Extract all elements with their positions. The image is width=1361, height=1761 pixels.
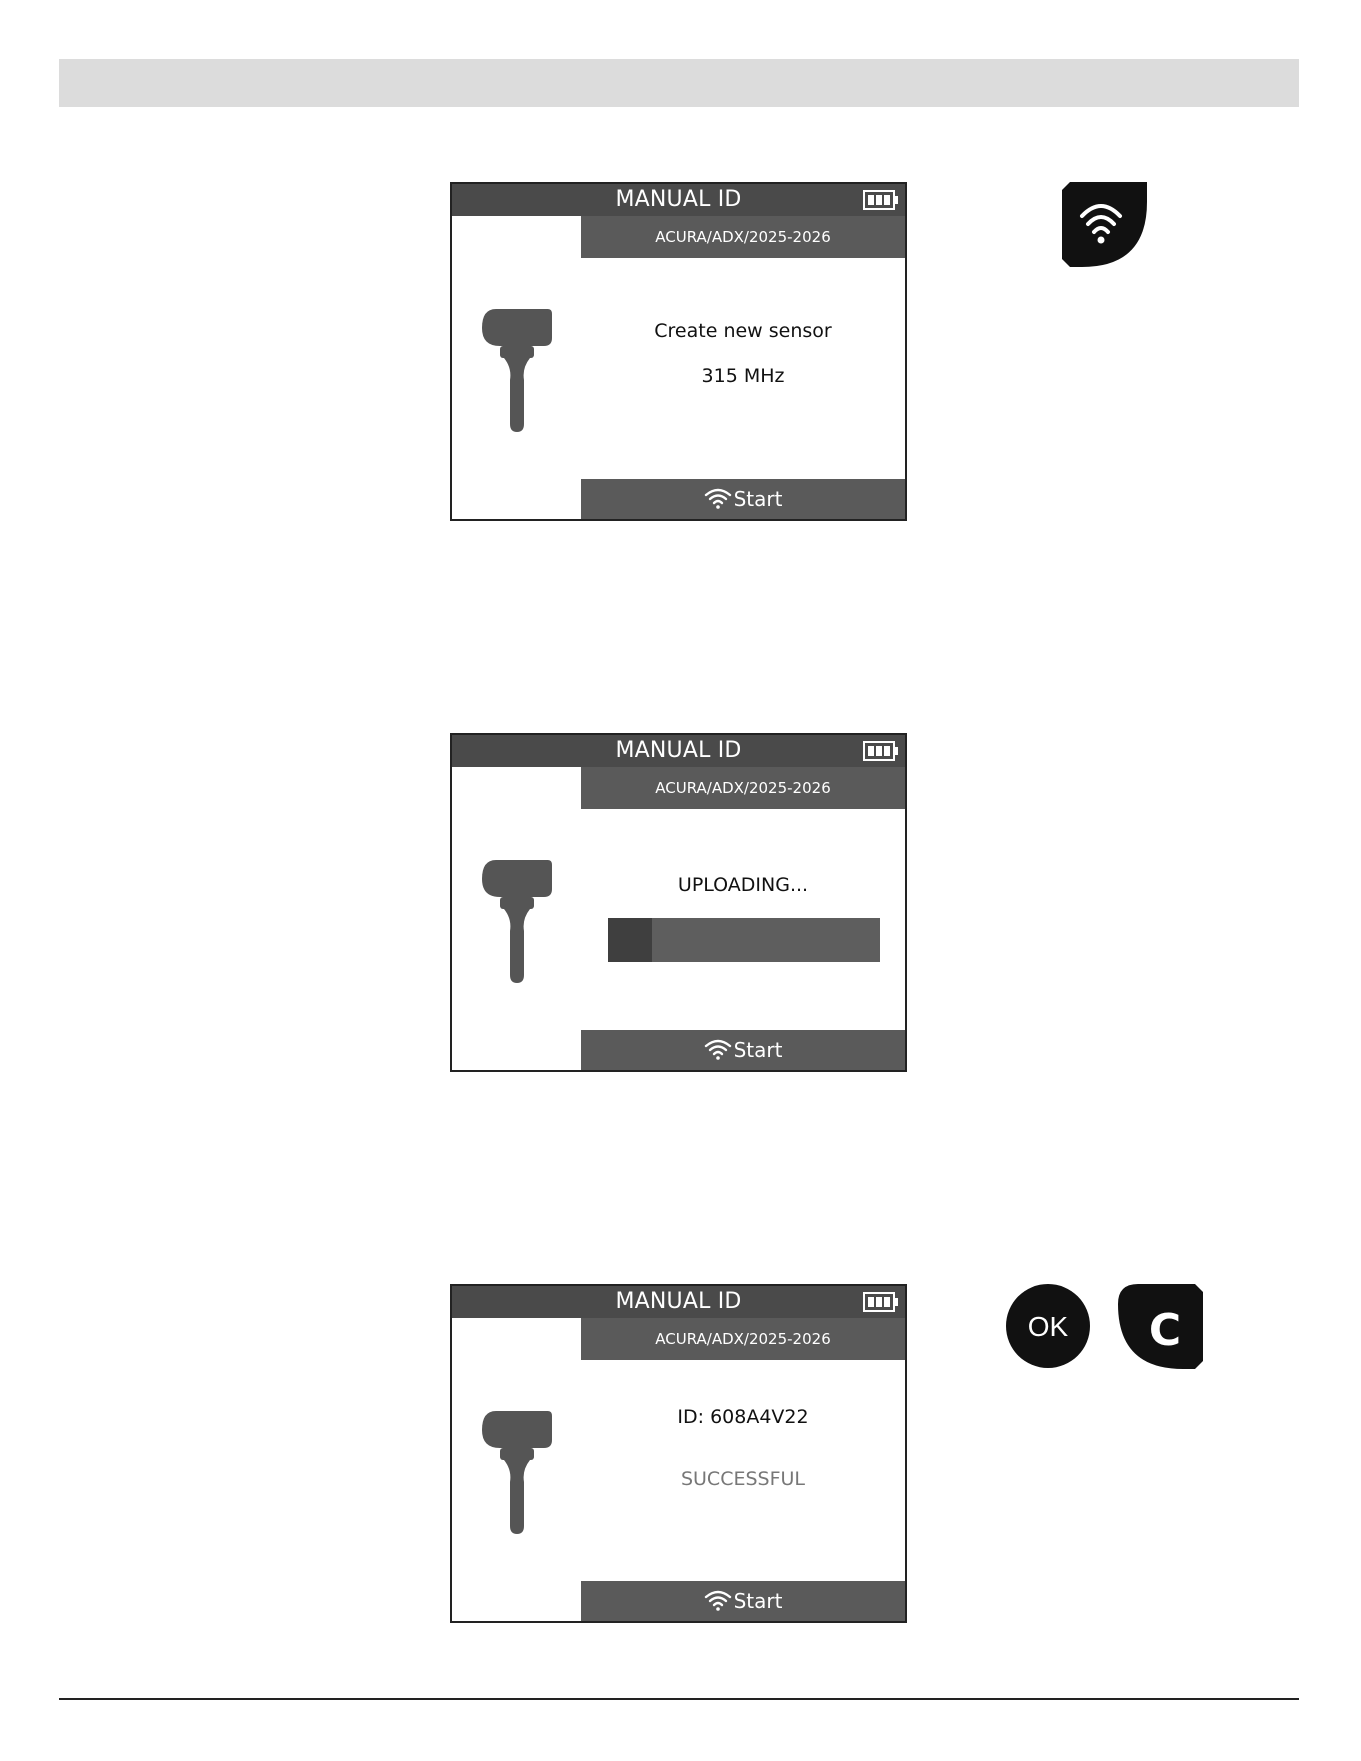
device-screen-uploading (450, 733, 907, 1072)
start-label: Start (733, 1038, 783, 1062)
screen-title: MANUAL ID (452, 1286, 905, 1318)
tpms-sensor-icon (478, 1408, 558, 1536)
wifi-icon (704, 1589, 732, 1611)
upload-progress-bar (608, 918, 880, 962)
start-label: Start (733, 1589, 783, 1613)
start-softkey[interactable] (581, 1030, 905, 1070)
c-button[interactable] (1118, 1284, 1203, 1369)
ok-label: OK (1027, 1311, 1069, 1342)
battery-icon (863, 190, 899, 210)
wifi-icon (704, 487, 732, 509)
upload-progress-fill (608, 918, 652, 962)
battery-icon (863, 1292, 899, 1312)
wifi-icon (704, 1038, 732, 1060)
sensor-id-line: ID: 608A4V22 (677, 1406, 809, 1428)
tpms-sensor-icon (478, 306, 558, 434)
vehicle-label: ACURA/ADX/2025-2026 (581, 767, 905, 809)
header-band (59, 59, 1299, 107)
battery-icon (863, 741, 899, 761)
frequency-line: 315 MHz (701, 365, 785, 387)
vehicle-label: ACURA/ADX/2025-2026 (581, 1318, 905, 1360)
status-line: UPLOADING... (677, 874, 809, 896)
tpms-sensor-icon (478, 857, 558, 985)
device-screen-create (450, 182, 907, 521)
screen-title: MANUAL ID (452, 184, 905, 216)
device-screen-success (450, 1284, 907, 1623)
start-label: Start (733, 487, 783, 511)
c-label: C (1148, 1305, 1182, 1356)
ok-button[interactable] (1006, 1284, 1090, 1368)
result-line: SUCCESSFUL (680, 1468, 806, 1490)
footer-rule (59, 1698, 1299, 1700)
start-softkey[interactable] (581, 1581, 905, 1621)
start-softkey[interactable] (581, 479, 905, 519)
status-line: Create new sensor (654, 320, 832, 342)
wifi-hardware-button[interactable] (1062, 182, 1147, 267)
screen-title: MANUAL ID (452, 735, 905, 767)
vehicle-label: ACURA/ADX/2025-2026 (581, 216, 905, 258)
